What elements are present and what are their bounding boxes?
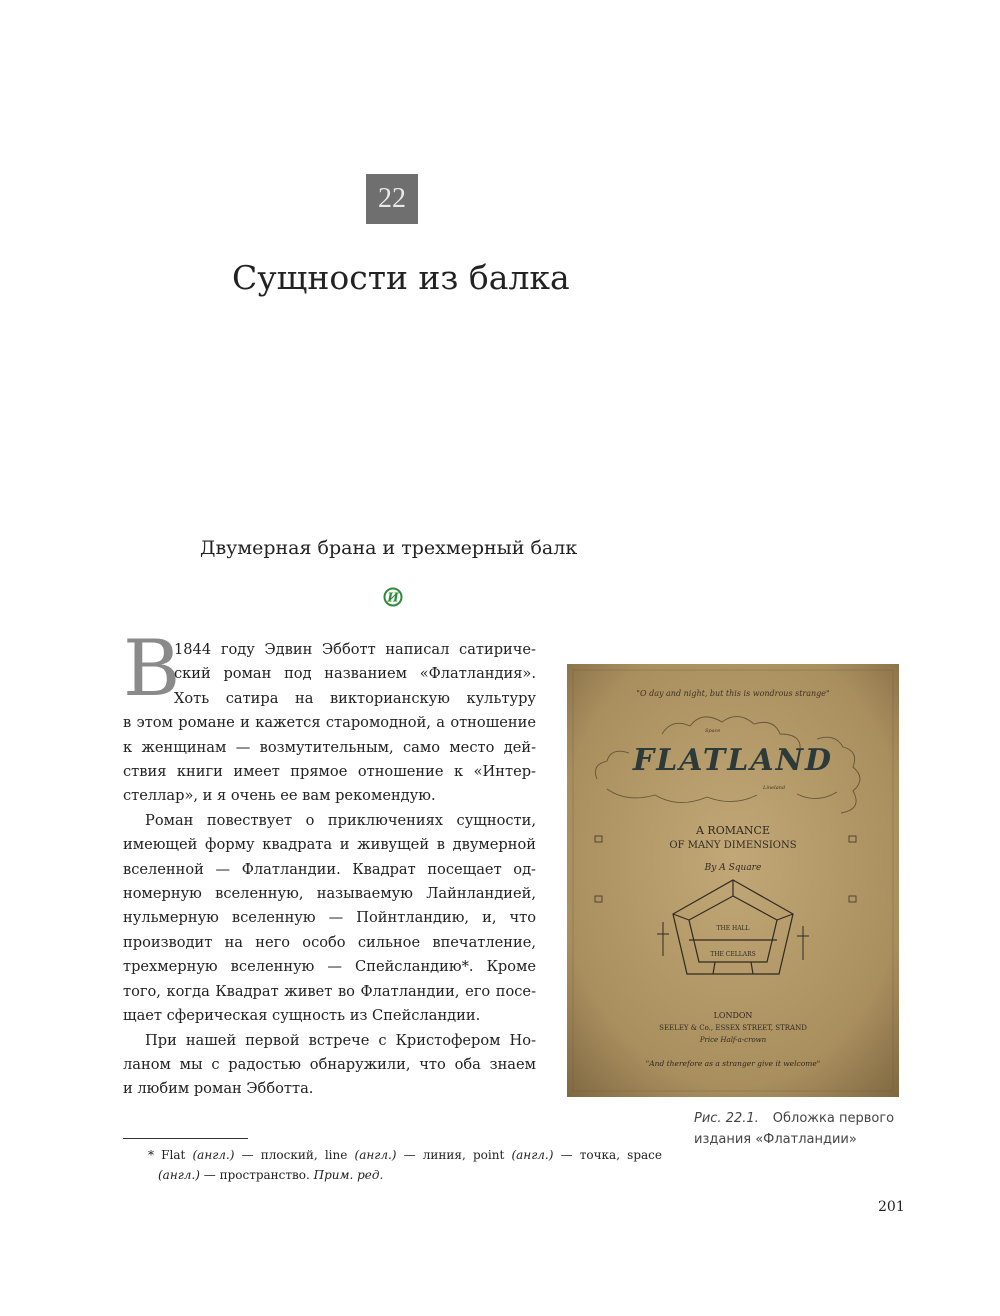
body-line: Роман повествует о приключениях сущности, <box>145 811 536 829</box>
cover-room-cellars: THE CELLARS <box>710 951 756 958</box>
caption-line2: издания «Флатландии» <box>694 1132 857 1147</box>
body-line: щает сферическая сущность из Спейсландии. <box>123 1007 481 1025</box>
body-line: ский роман под названием «Флатландия». <box>174 665 536 683</box>
body-line: и любим роман Эбботта. <box>123 1080 314 1098</box>
footnote-editor-note: Прим. ред. <box>313 1168 384 1182</box>
chapter-number-badge <box>366 174 418 224</box>
body-line: При нашей первой встрече с Кристофером Но- <box>145 1031 536 1049</box>
body-text <box>123 638 536 1102</box>
cover-subtitle-line1: A ROMANCE <box>695 824 771 837</box>
body-line: 1844 году Эдвин Эбботт написал сатириче- <box>174 641 536 658</box>
body-line: ланом мы с радостью обнаружили, что оба знаем <box>123 1055 536 1073</box>
cover-title: FLATLAND <box>632 743 834 778</box>
footnote-line <box>148 1145 662 1165</box>
svg-text:Space: Space <box>705 728 721 734</box>
footnote-text: — точка, space <box>553 1148 662 1162</box>
footnote-rule <box>123 1138 248 1139</box>
footnote-abbr: (англ.) <box>511 1148 554 1162</box>
footnote-text: — плоский, line <box>234 1148 355 1162</box>
body-line: номерную вселенную, называемую Лайнландией, <box>123 885 536 903</box>
body-line: к женщинам — возмутительным, само место дей- <box>123 738 536 756</box>
cover-author: By A Square <box>704 863 762 873</box>
cover-room-hall: THE HALL <box>716 925 750 932</box>
footnote-text: * Flat <box>148 1148 193 1162</box>
page-number: 201 <box>878 1199 905 1215</box>
caption-label: Рис. 22.1. <box>694 1111 759 1126</box>
chapter-number: 22 <box>378 183 406 214</box>
section-mark-icon <box>383 587 403 607</box>
cover-price: Price Half-a-crown <box>699 1036 767 1044</box>
section-title: Двумерная брана и трехмерный балк <box>200 537 578 559</box>
footnote-text: — линия, point <box>396 1148 512 1162</box>
cover-subtitle-line2: OF MANY DIMENSIONS <box>669 840 797 851</box>
cover-publisher-city: LONDON <box>713 1011 753 1020</box>
body-line: производит на него особо сильное впечатление, <box>123 933 536 951</box>
body-line: того, когда Квадрат живет во Флатландии, его посе- <box>123 982 536 1000</box>
footnote-line <box>158 1165 662 1185</box>
footnote-abbr: (англ.) <box>192 1148 235 1162</box>
body-line: ствия книги имеет прямое отношение к «Интер- <box>123 763 536 781</box>
body-line: стеллар», и я очень ее вам рекомендую. <box>123 787 436 805</box>
body-line: Хоть сатира на викторианскую культуру <box>174 689 536 707</box>
body-line: нульмерную вселенную — Пойнтландию, и, что <box>123 909 536 927</box>
body-line: вселенной — Флатландии. Квадрат посещает од- <box>123 860 536 878</box>
caption-line1: Обложка первого <box>772 1111 895 1126</box>
cover-top-quote: "O day and night, but this is wondrous strange" <box>636 689 830 698</box>
figure-caption <box>694 1108 924 1150</box>
footnote-abbr: (англ.) <box>354 1148 397 1162</box>
drop-cap: В <box>123 624 181 714</box>
flatland-cover-image <box>567 664 899 1097</box>
cover-bottom-quote: "And therefore as a stranger give it welcome" <box>645 1059 821 1068</box>
svg-text:Lineland: Lineland <box>763 785 786 791</box>
footnote <box>148 1145 662 1185</box>
body-line: имеющей форму квадрата и живущей в двумерной <box>123 836 536 854</box>
chapter-title: Сущности из балка <box>232 258 570 297</box>
body-line: трехмерную вселенную — Спейсландию*. Кроме <box>123 958 536 976</box>
body-line: в этом романе и кажется старомодной, а отношение <box>123 714 536 732</box>
footnote-abbr: (англ.) <box>158 1168 200 1182</box>
section-mark-letter: И <box>387 590 399 605</box>
cover-publisher: SEELEY & Co., ESSEX STREET, STRAND <box>659 1024 807 1032</box>
footnote-text: — пространство. <box>199 1168 314 1182</box>
